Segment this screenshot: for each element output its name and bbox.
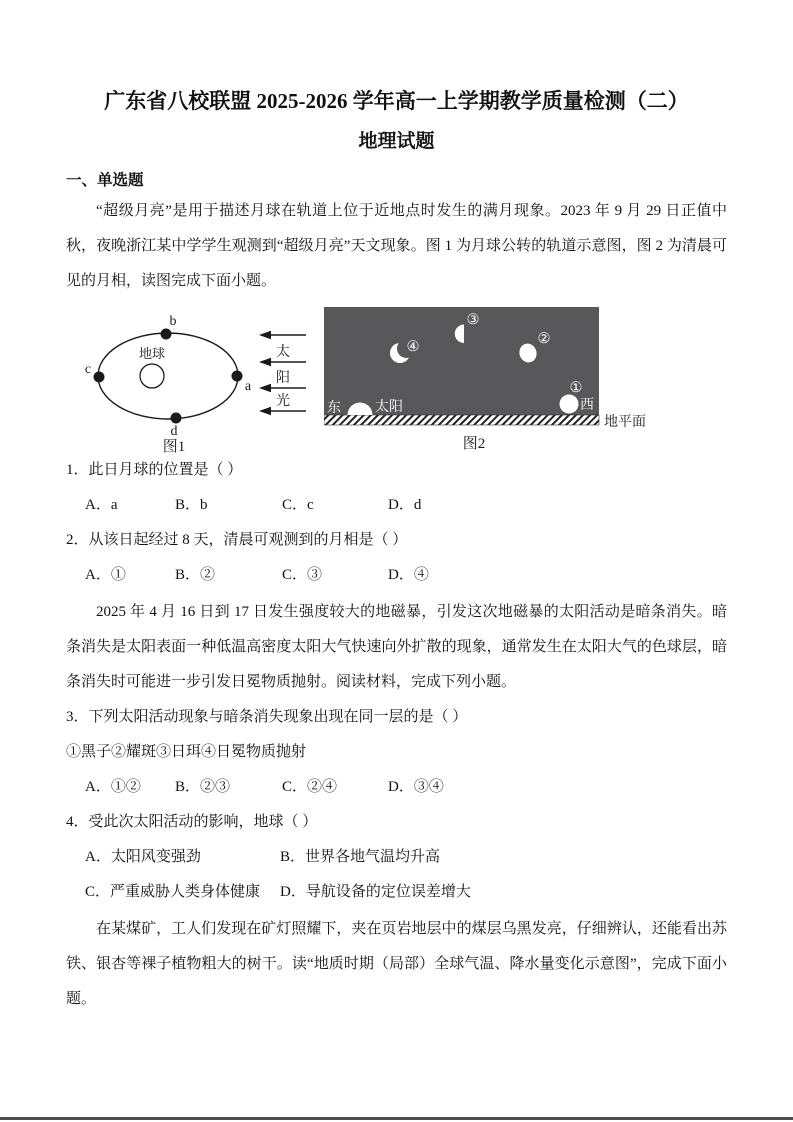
figure1-moon-orbit-diagram [76,305,316,453]
question-3-items: ①黑子②耀斑③日珥④日冕物质抛射 [66,744,307,760]
passage-geomagnetic-storm: 2025 年 4 月 16 日到 17 日发生强度较大的地磁暴，引发这次地磁暴的太阳活动是暗条消失。暗条消失是太阳表面一种低温高密度太阳大气快速向外扩散的现象，通常发生在太阳大气的色球层，暗条消失时可能进一步引发日冕物质抛射。阅读材料，完成下列小题。 [66,604,727,690]
moon-position-d-dot [171,413,182,424]
question-3-options [66,770,727,805]
west-label: 西 [580,398,594,413]
option-d: D．导航设备的定位误差增大 [280,884,471,900]
section-heading: 一、单选题 [66,172,144,189]
moon-phase-1-label: ① [569,380,583,396]
moon-position-a-dot [232,371,243,382]
figure2-moon-phases-diagram [324,305,659,453]
question-2 [66,523,727,593]
exam-title: 广东省八校联盟 2025-2026 学年高一上学期教学质量检测（二） [104,89,689,113]
passage-coal-mine: 在某煤矿，工人们发现在矿灯照耀下，夹在页岩地层中的煤层乌黑发亮，仔细辨认，还能看出苏铁、银杏等裸子植物粗大的树干。读“地质时期（局部）全球气温、降水量变化示意图”，完成下面小题。 [66,921,727,1007]
sunlight-label-char3: 光 [276,394,290,409]
question-3-text: 3．下列太阳活动现象与暗条消失现象出现在同一层的是（ ） [66,709,468,725]
page-bottom-border [0,1117,793,1120]
option-c: C．③ [282,567,323,583]
sun-label: 太阳 [375,400,403,415]
moon-phase-4-label: ④ [406,339,420,355]
question-2-options [66,558,727,593]
option-a: A．①② [85,779,141,795]
option-c: C．严重威胁人类身体健康 [85,884,261,900]
option-d: D．d [388,497,422,513]
point-d-label: d [170,424,178,439]
sunlight-label-char2: 阳 [276,371,290,386]
option-b: B．世界各地气温均升高 [280,849,441,865]
sky-rect [324,307,599,415]
point-a-label: a [244,379,252,394]
moon-phase-2-label: ② [537,331,551,347]
moon-phase-1-full [560,395,579,414]
question-4 [66,805,727,910]
option-d: D．④ [388,567,429,583]
option-d: D．③④ [388,779,444,795]
option-b: B．② [175,567,216,583]
moon-phase-3-label: ③ [466,312,480,328]
question-4-text: 4．受此次太阳活动的影响，地球（ ） [66,814,318,830]
question-2-text: 2．从该日起经过 8 天，清晨可观测到的月相是（ ） [66,532,408,548]
exam-subtitle: 地理试题 [358,131,435,152]
option-b: B．②③ [175,779,231,795]
earth-circle [140,364,164,388]
earth-label: 地球 [138,346,166,361]
question-4-options [66,840,727,910]
figure1-caption: 图1 [162,439,186,453]
question-3 [66,700,727,805]
figure2-caption: 图2 [462,436,486,452]
point-b-label: b [169,314,177,329]
horizon-label: 地平面 [604,415,646,430]
option-c: C．②④ [282,779,338,795]
east-label: 东 [327,401,341,416]
sunlight-arrow [259,331,306,339]
figures-row [66,305,727,453]
option-a: A．① [85,567,126,583]
option-a: A．a [85,497,118,513]
question-1-text: 1．此日月球的位置是（ ） [66,462,243,478]
ground-hatch-strip [324,415,599,425]
point-c-label: c [84,362,92,377]
sunlight-label-char1: 太 [276,345,290,360]
passage-supermoon: “超级月亮”是用于描述月球在轨道上位于近地点时发生的满月现象。2023 年 9 月 29 日正值中秋，夜晚浙江某中学学生观测到“超级月亮”天文现象。图 1 为月球公转的轨道示意图，图 2 为清晨可见的月相，读图完成下面小题。 [66,203,727,289]
option-c: C．c [282,497,314,513]
moon-position-b-dot [161,329,172,340]
moon-position-c-dot [94,372,105,383]
question-1-options [66,488,727,523]
question-1 [66,453,727,523]
orbit-ellipse [98,333,238,419]
option-b: B．b [175,497,208,513]
option-a: A．太阳风变强劲 [85,849,201,865]
